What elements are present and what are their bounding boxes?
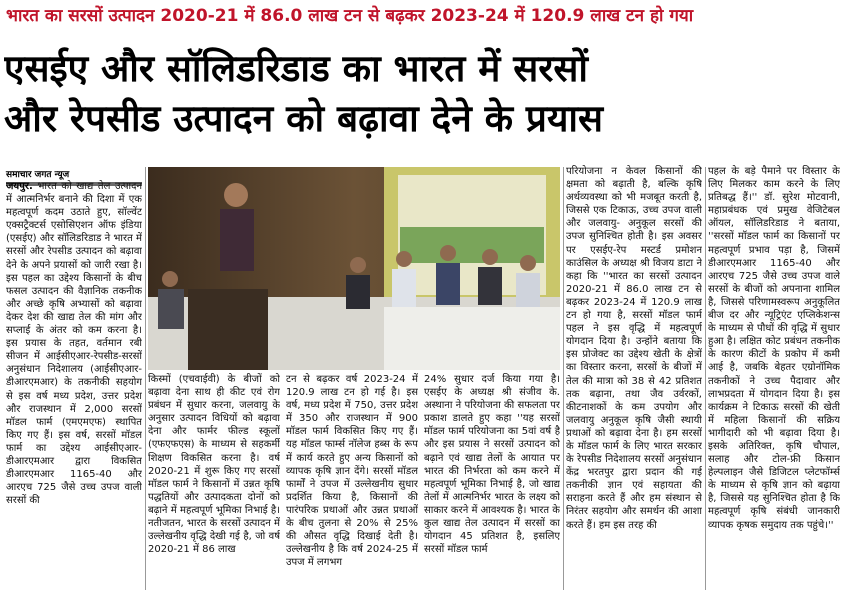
column-rule bbox=[705, 167, 706, 590]
column-rule bbox=[563, 167, 564, 590]
article-column-1 bbox=[6, 180, 142, 590]
event-photo-illustration bbox=[148, 167, 560, 370]
kicker-headline: भारत का सरसों उत्पादन 2020-21 में 86.0 लाख टन से बढ़कर 2023-24 में 120.9 लाख टन हो गया bbox=[6, 6, 694, 26]
article-column-6: पहल के बड़े पैमाने पर विस्तार के लिए मिलकर काम करने के लिए प्रतिबद्ध हैं।'' डॉ. सुरेश मोटवानी, महाप्रबंधक एवं प्रमुख वेजिटेबल ऑयल, सॉलिडरिडाड ने बताया, ''सरसों मॉडल फार्म का किसानों पर महत्वपूर्ण प्रभाव पड़ा है, जिसमें डीआरएमआर 1165-40 और आरएच 725 जैसे उच्च उपज वाले सरसों के बीजों को अपनाना शामिल है, जिससे परिणामस्वरूप अनुकूलित बीज दर और न्यूट्रिएंट एप्लिकेशन्स के माध्यम से पौधों की वृद्धि में सुधार हुआ है। लक्षित कोट प्रबंधन तकनीक के कारण कीटों के प्रकोप में कमी आई है, जबकि बेहतर एग्रोनॉमिक तकनीकों ने उच्च पैदावार और लाभप्रदता में योगदान दिया है। इस कार्यक्रम ने टिकाऊ सरसों की खेती में महिला किसानों की सक्रिय भागीदारी को भी बढ़ावा दिया है। इसके अतिरिक्त, कृषि चौपाल, सलाह और टोल-फ्री किसान हेल्पलाइन जैसे डिजिटल प्लेटफॉर्म्स के माध्यम से कृषि ज्ञान को बढ़ाया है, जिससे यह सुनिश्चित होता है कि महत्वपूर्ण कृषि संबंधी जानकारी व्यापक कृषक समुदाय तक पहुंचे।'' bbox=[708, 166, 840, 531]
dateline: जयपुर. bbox=[6, 181, 33, 192]
event-photo bbox=[148, 167, 560, 370]
article-column-5: परियोजना न केवल किसानों की क्षमता को बढ़ाती है, बल्कि कृषि अर्थव्यवस्था को भी मजबूत करती है, जिससे एक टिकाऊ, उच्च उपज वाली और जलवायु- अनुकूल सरसों की उपज सुनिश्चित होती है। इस अवसर पर एसईए-रेप मस्टर्ड प्रमोशन काउंसिल के अध्यक्ष श्री विजय डाटा ने कहा कि ''भारत का सरसों उत्पादन 2020-21 में 86.0 लाख टन से बढ़कर 2023-24 में 120.9 लाख टन हो गया है, सरसों मॉडल फार्म पहल ने इस वृद्धि में महत्वपूर्ण योगदान दिया है। उन्होंने बताया कि इस प्रोजेक्ट का उद्देश्य खेती के क्षेत्रों का विस्तार करना, सरसों के बीजों में तेल की मात्रा को 38 से 42 प्रतिशत तक बढ़ाना, तथा जैव उर्वरकों, कीटनाशकों के कम उपयोग और जलवायु अनुकूल कृषि जैसी स्थायी प्रथाओं को बढ़ावा देना है। हम सरसों के मॉडल फार्म के लिए भारत सरकार के रेपसीड निदेशालय सरसों अनुसंधान केंद्र भरतपुर द्वारा प्रदान की गई तकनीकी ज्ञान एवं सहायता की सराहना करते हैं और हम संस्थान से निरंतर सहयोग और समर्थन की आशा करते हैं। हम इस तरह की bbox=[566, 166, 702, 531]
byline-text: समाचार जगत न्यूज bbox=[6, 170, 70, 180]
article-column-2: किस्मों (एचवाईवी) के बीजों को बढ़ावा देना साथ ही कीट एवं रोग प्रबंधन में सुधार करना, जलवायु के अनुसार उत्पादन विधियों को बढ़ावा देना और फार्मर फील्ड स्कूलों (एफएफएस) के माध्यम से सहकर्मी शिक्षण विकसित करना है। वर्ष 2020-21 में शुरू किए गए सरसों मॉडल फार्म ने किसानों में उन्नत कृषि पद्धतियों और उत्पादकता दोनों को बढ़ाने में महत्वपूर्ण भूमिका निभाई है। नतीजतन, भारत के सरसों उत्पादन में उल्लेखनीय वृद्धि देखी गई है, जो वर्ष 2020-21 में 86 लाख bbox=[148, 374, 280, 556]
article-column-4: 24% सुधार दर्ज किया गया है। एसईए के अध्यक्ष श्री संजीव के. अस्थाना ने परियोजना की सफलता पर प्रकाश डालते हुए कहा ''यह सरसों मॉडल फार्म परियोजना का 5वां वर्ष है और इस प्रयास ने सरसों उत्पादन को बढ़ाने एवं खाद्य तेलों के आयात पर भारत की निर्भरता को कम करने में महत्वपूर्ण भूमिका निभाई है, जो खाद्य तेलों में आत्मनिर्भर भारत के लक्ष्य को साकार करने में आवश्यक है। भारत के कुल खाद्य तेल उत्पादन में सरसों का योगदान 45 प्रतिशत है, इसलिए सरसों मॉडल फार्म bbox=[424, 374, 560, 556]
headline-line-1: एसईए और सॉलिडरिडाड का भारत में सरसों bbox=[4, 47, 589, 90]
article-column-3: टन से बढ़कर वर्ष 2023-24 में 120.9 लाख टन हो गई है। इस वर्ष, मध्य प्रदेश में 750, उत्तर प्रदेश में 350 और राजस्थान में 900 मॉडल फार्म विकसित किए गए हैं। यह मॉडल फार्म्स नॉलेज हब्स के रूप में कार्य करते हुए अन्य किसानों को व्यापक कृषि ज्ञान देंगे। सरसों मॉडल फार्मों ने उपज में उल्लेखनीय सुधार प्रदर्शित किया है, किसानों की पारंपरिक प्रथाओं और उन्नत प्रथाओं के बीच तुलना से 20% से 25% की औसत वृद्धि दिखाई देती है। उल्लेखनीय है कि वर्ष 2024-25 में उपज में लगभग bbox=[286, 374, 418, 569]
column-1-text: भारत को खाद्य तेल उत्पादन में आत्मनिर्भर बनाने की दिशा में एक महत्वपूर्ण कदम उठाते हुए, सॉल्वेंट एक्सट्रैक्टर्स एसोसिएशन ऑफ इंडिया (एसईए) और सॉलिडरिडाड ने भारत में सरसों और रेपसीड उत्पादन को बढ़ावा देने के अपने प्रयासों को जारी रखा है। इस पहल का उद्देश्य किसानों के बीच फसल उत्पादन की वैज्ञानिक तकनीक और अच्छे कृषि अभ्यासों को बढ़ावा देकर देश की खाद्य तेल की मांग और सप्लाई के अंतर को कम करना है। इस प्रयास के तहत, वर्तमान रबी सीजन में आईसीएआर-रेपसीड-सरसों अनुसंधान निदेशालय (आईसीएआर-डीआरएमआर) के तकनीकी सहयोग से इस वर्ष मध्य प्रदेश, उत्तर प्रदेश और राजस्थान में 2,000 सरसों मॉडल फार्म (एमएमएफ) स्थापित किए गए हैं। इस वर्ष, सरसों मॉडल फार्म का उद्देश्य आईसीएआर-डीआरएमआर द्वारा विकसित डीआरएमआर 1165-40 और आरएच 725 जैसे उच्च उपज वाली सरसों की bbox=[6, 181, 142, 507]
main-headline bbox=[4, 44, 840, 144]
column-rule bbox=[145, 167, 146, 590]
headline-line-2: और रेपसीड उत्पादन को बढ़ावा देने के प्रयास bbox=[4, 97, 604, 140]
